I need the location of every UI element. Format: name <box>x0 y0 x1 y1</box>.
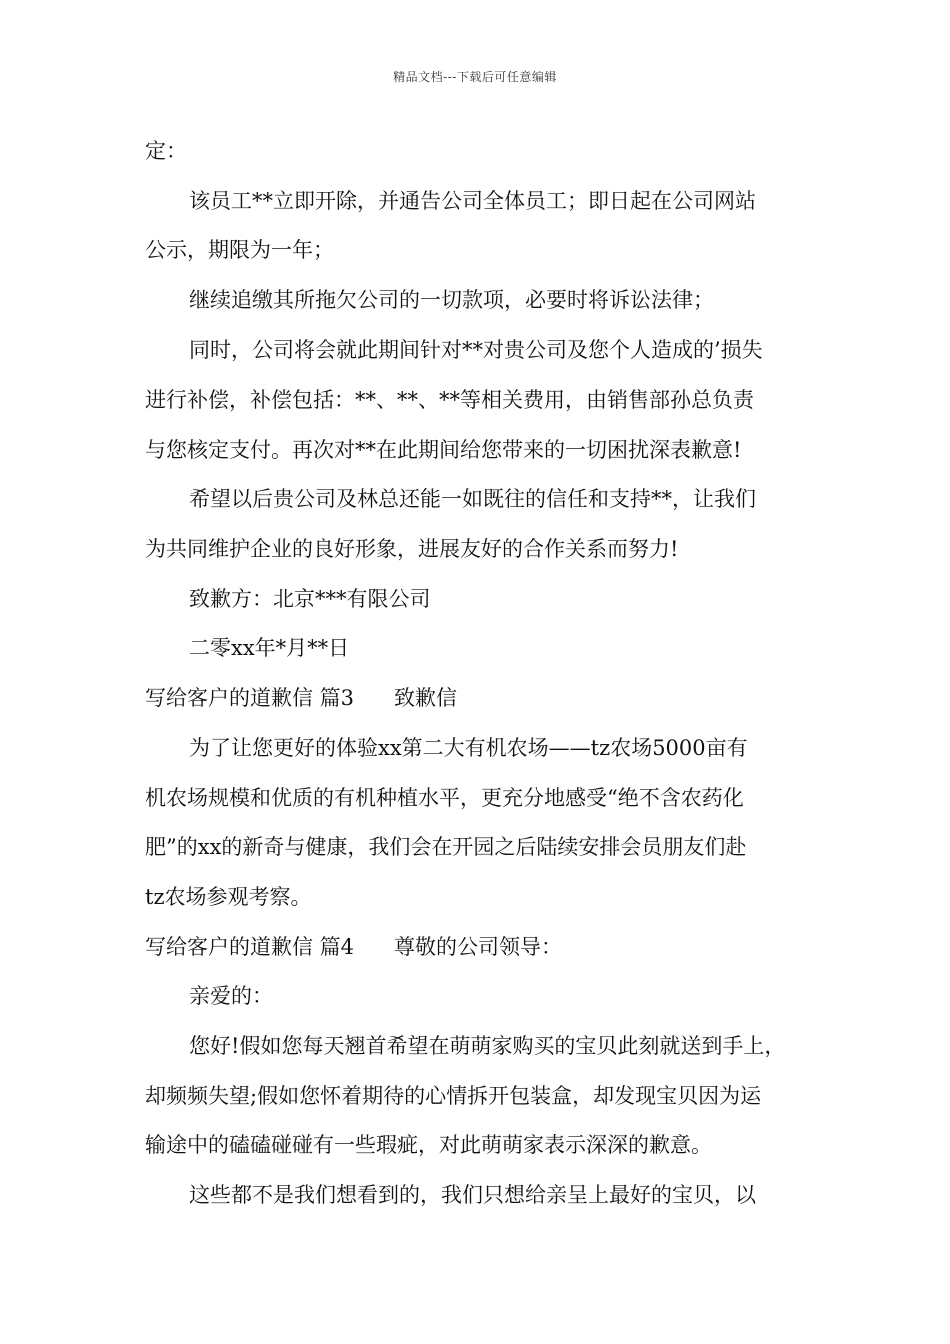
section-subtitle: 尊敬的公司领导： <box>394 935 563 959</box>
section-title: 写给客户的道歉信 篇4 <box>145 935 355 959</box>
section-title: 写给客户的道歉信 篇3 <box>145 686 355 710</box>
text-line: 定： <box>145 139 187 163</box>
section-subtitle: 致歉信 <box>394 686 458 710</box>
text-line: 希望以后贵公司及林总还能一如既往的信任和支持**，让我们 <box>189 487 756 511</box>
text-line: 该员工**立即开除，并通告公司全体员工；即日起在公司网站 <box>189 189 756 213</box>
text-line: 为共同维护企业的良好形象，进展友好的合作关系而努力! <box>145 537 679 561</box>
date-line: 二零xx年*月**日 <box>189 636 350 660</box>
text-line: tz农场参观考察。 <box>145 885 312 909</box>
text-line: 进行补偿，补偿包括：**、**、**等相关费用，由销售部孙总负责 <box>145 388 754 412</box>
text-line: 您好!假如您每天翘首希望在萌萌家购买的宝贝此刻就送到手上， <box>189 1034 786 1058</box>
section-heading <box>145 684 825 712</box>
text-line: 为了让您更好的体验xx第二大有机农场——tz农场5000亩有 <box>189 736 748 760</box>
text-line: 肥”的xx的新奇与健康，我们会在开园之后陆续安排会员朋友们赴 <box>145 835 747 859</box>
text-line: 亲爱的： <box>189 984 273 1008</box>
text-line: 与您核定支付。再次对**在此期间给您带来的一切困扰深表歉意! <box>145 438 742 462</box>
signature-line: 致歉方：北京***有限公司 <box>189 587 431 611</box>
text-line: 公示，期限为一年； <box>145 238 334 262</box>
text-line: 机农场规模和优质的有机种植水平，更充分地感受“绝不含农药化 <box>145 786 744 810</box>
text-line: 这些都不是我们想看到的，我们只想给亲呈上最好的宝贝，以 <box>189 1183 756 1207</box>
text-line: 同时，公司将会就此期间针对**对贵公司及您个人造成的’损失 <box>189 338 763 362</box>
text-line: 输途中的磕磕碰碰有一些瑕疵，对此萌萌家表示深深的歉意。 <box>145 1133 712 1157</box>
text-line: 却频频失望;假如您怀着期待的心情拆开包装盒，却发现宝贝因为运 <box>145 1084 762 1108</box>
page-header: 精品文档---下载后可任意编辑 <box>393 70 557 84</box>
section-heading <box>145 933 825 961</box>
text-line: 继续追缴其所拖欠公司的一切款项，必要时将诉讼法律； <box>189 288 714 312</box>
